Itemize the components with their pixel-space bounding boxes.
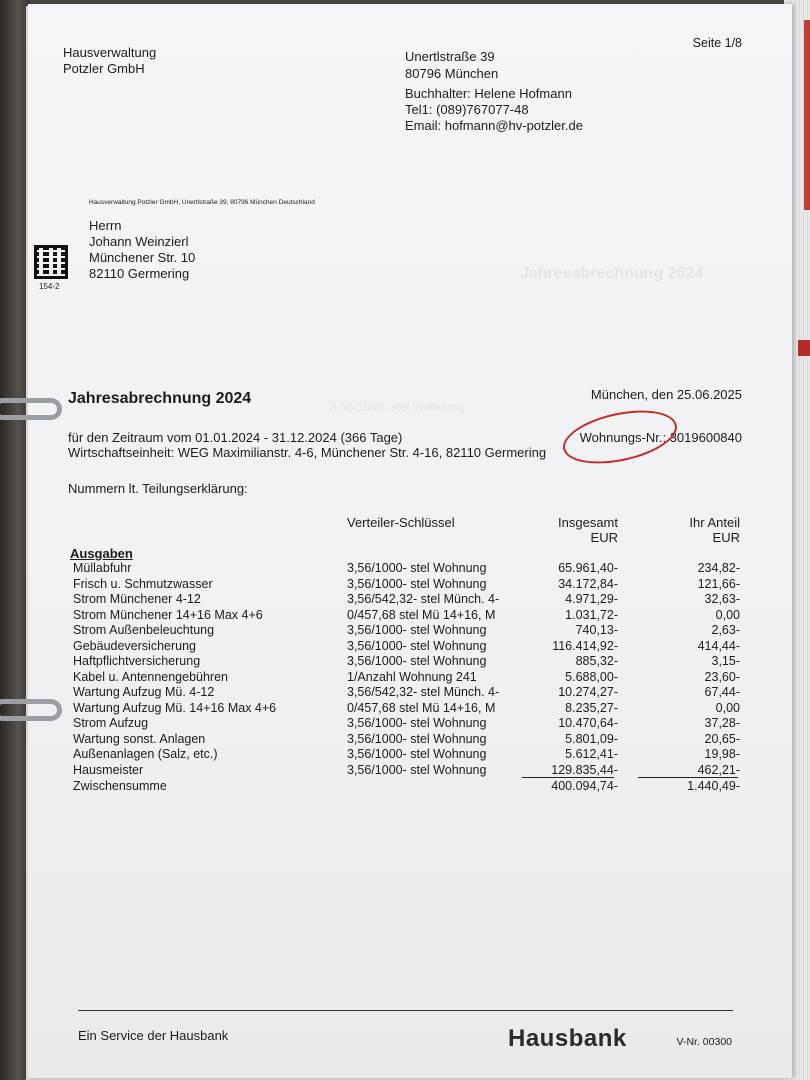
row-distribution-key: 0/457,68 stel Mü 14+16, M — [347, 607, 496, 622]
row-distribution-key: 3,56/1000- stel Wohnung — [347, 731, 487, 746]
row-label: Wartung Aufzug Mü. 4-12 — [73, 685, 215, 699]
row-label: Gebäudeversicherung — [73, 638, 196, 653]
row-label: Hausmeister — [73, 762, 144, 777]
partition-numbers-note: Nummern lt. Teilungserklärung: — [68, 481, 248, 496]
sender-name-line1: Hausverwaltung — [63, 45, 157, 60]
recipient-name: Johann Weinzierl — [89, 234, 189, 249]
document-page — [28, 4, 792, 1078]
row-total: 10.470,64- — [558, 716, 618, 730]
row-total: 5.688,00- — [565, 669, 618, 684]
table-row — [0, 685, 810, 701]
row-total: 65.961,40- — [558, 561, 618, 575]
subtotal-rule — [522, 777, 614, 778]
show-through-text: Jahresabrechnung 2024 — [520, 265, 704, 282]
row-label: Wartung Aufzug Mü. 14+16 Max 4+6 — [73, 700, 277, 715]
subtotal-row — [0, 779, 810, 795]
sender-street: Unertlstraße 39 — [405, 49, 495, 64]
place-date: München, den 25.06.2025 — [590, 387, 742, 402]
row-distribution-key: 0/457,68 stel Mü 14+16, M — [347, 700, 496, 715]
subtotal-share: 1.440,49- — [687, 779, 740, 793]
sender-email: Email: hofmann@hv-potzler.de — [405, 118, 583, 133]
row-share: 462,21- — [697, 762, 740, 777]
row-distribution-key: 3,56/1000- stel Wohnung — [347, 654, 487, 668]
row-label: Strom Münchener 4-12 — [73, 592, 201, 606]
row-label: Müllabfuhr — [73, 561, 132, 575]
table-row — [0, 763, 810, 779]
row-share: 3,15- — [711, 654, 740, 668]
subtotal-rule — [638, 777, 738, 778]
recipient-city: 82110 Germering — [89, 266, 190, 281]
page-number: Seite 1/8 — [692, 36, 742, 50]
row-label: Haftpflichtversicherung — [73, 654, 201, 668]
row-distribution-key: 3,56/542,32- stel Münch. 4- — [347, 685, 500, 699]
column-header-distribution-key: Verteiler-Schlüssel — [347, 515, 455, 530]
row-distribution-key: 3,56/1000- stel Wohnung — [347, 623, 487, 637]
apartment-number: Wohnungs-Nr.: 3019600840 — [579, 430, 742, 445]
row-total: 4.971,29- — [565, 592, 618, 606]
table-row — [0, 639, 810, 655]
table-row — [0, 716, 810, 732]
row-total: 5.801,09- — [565, 731, 618, 746]
row-label: Strom Münchener 14+16 Max 4+6 — [73, 607, 263, 622]
sender-clerk: Buchhalter: Helene Hofmann — [405, 86, 572, 101]
row-total: 5.612,41- — [565, 747, 618, 761]
document-title: Jahresabrechnung 2024 — [68, 390, 252, 407]
row-share: 414,44- — [697, 638, 740, 653]
row-total: 116.414,92- — [552, 638, 618, 653]
table-row — [0, 623, 810, 639]
footer-service: Ein Service der Hausbank — [78, 1028, 229, 1043]
row-total: 740,13- — [575, 623, 618, 637]
row-total: 1.031,72- — [565, 607, 618, 622]
row-total: 885,32- — [575, 654, 618, 668]
recipient-salutation: Herrn — [89, 218, 122, 233]
binder-ring — [0, 394, 70, 422]
row-total: 129.835,44- — [551, 762, 618, 777]
table-row — [0, 732, 810, 748]
row-label: Wartung sonst. Anlagen — [73, 731, 206, 746]
row-distribution-key: 3,56/1000- stel Wohnung — [347, 638, 487, 653]
row-share: 121,66- — [697, 576, 740, 591]
row-label: Kabel u. Antennengebühren — [73, 669, 228, 684]
row-share: 0,00 — [715, 700, 740, 715]
row-share: 20,65- — [704, 731, 740, 746]
table-row — [0, 654, 810, 670]
sender-phone: Tel1: (089)767077-48 — [405, 102, 529, 117]
property-unit: Wirtschaftseinheit: WEG Maximilianstr. 4-6, Münchener Str. 4-16, 82110 Germering — [68, 445, 547, 460]
row-label: Außenanlagen (Salz, etc.) — [73, 747, 218, 761]
subtotal-label: Zwischensumme — [73, 779, 167, 793]
row-label: Strom Aufzug — [73, 716, 149, 730]
row-share: 37,28- — [704, 716, 740, 730]
row-share: 234,82- — [697, 561, 740, 575]
table-row — [0, 670, 810, 686]
table-row — [0, 608, 810, 624]
red-divider-tab — [804, 20, 810, 210]
row-share: 23,60- — [704, 669, 740, 684]
footer-rule — [78, 1010, 733, 1011]
table-row — [0, 747, 810, 763]
row-share: 2,63- — [711, 623, 740, 637]
row-share: 67,44- — [704, 685, 740, 699]
table-row — [0, 592, 810, 608]
table-row — [0, 701, 810, 717]
row-distribution-key: 3,56/1000- stel Wohnung — [347, 716, 487, 730]
bank-logo: Hausbank — [508, 1025, 627, 1052]
row-distribution-key: 3,56/542,32- stel Münch. 4- — [347, 592, 500, 606]
column-header-share-unit: EUR — [712, 530, 740, 545]
billing-period: für den Zeitraum vom 01.01.2024 - 31.12.2024 (366 Tage) — [68, 430, 403, 445]
row-share: 19,98- — [704, 747, 740, 761]
red-divider-tab — [798, 340, 810, 356]
row-total: 10.274,27- — [558, 685, 618, 699]
row-total: 34.172,84- — [558, 576, 618, 591]
table-row — [0, 577, 810, 593]
qr-code-pattern — [35, 246, 67, 278]
row-share: 32,63- — [704, 592, 740, 606]
row-total: 8.235,27- — [565, 700, 618, 715]
column-header-share: Ihr Anteil — [689, 515, 740, 530]
table-row — [0, 561, 810, 577]
row-distribution-key: 1/Anzahl Wohnung 241 — [347, 669, 477, 684]
version-number: V-Nr. 00300 — [676, 1036, 732, 1048]
row-label: Strom Außenbeleuchtung — [73, 623, 215, 637]
row-distribution-key: 3,56/1000- stel Wohnung — [347, 762, 487, 777]
row-distribution-key: 3,56/1000- stel Wohnung — [347, 747, 487, 761]
row-distribution-key: 3,56/1000- stel Wohnung — [347, 576, 487, 591]
recipient-code: 154-2 — [39, 282, 60, 291]
column-header-total: Insgesamt — [558, 515, 618, 530]
column-header-total-unit: EUR — [590, 530, 618, 545]
show-through-text: 3,56/1000- stel Wohnung — [330, 400, 464, 414]
return-address: Hausverwaltung Potzler GmbH, Unertlstraße 39, 80796 München Deutschland — [89, 199, 315, 206]
subtotal-total: 400.094,74- — [551, 779, 618, 793]
row-distribution-key: 3,56/1000- stel Wohnung — [347, 561, 487, 575]
row-label: Frisch u. Schmutzwasser — [73, 576, 213, 591]
row-share: 0,00 — [715, 607, 740, 622]
recipient-street: Münchener Str. 10 — [89, 250, 196, 265]
section-expenses: Ausgaben — [70, 546, 133, 561]
sender-name-line2: Potzler GmbH — [63, 61, 145, 76]
sender-city: 80796 München — [405, 66, 499, 81]
